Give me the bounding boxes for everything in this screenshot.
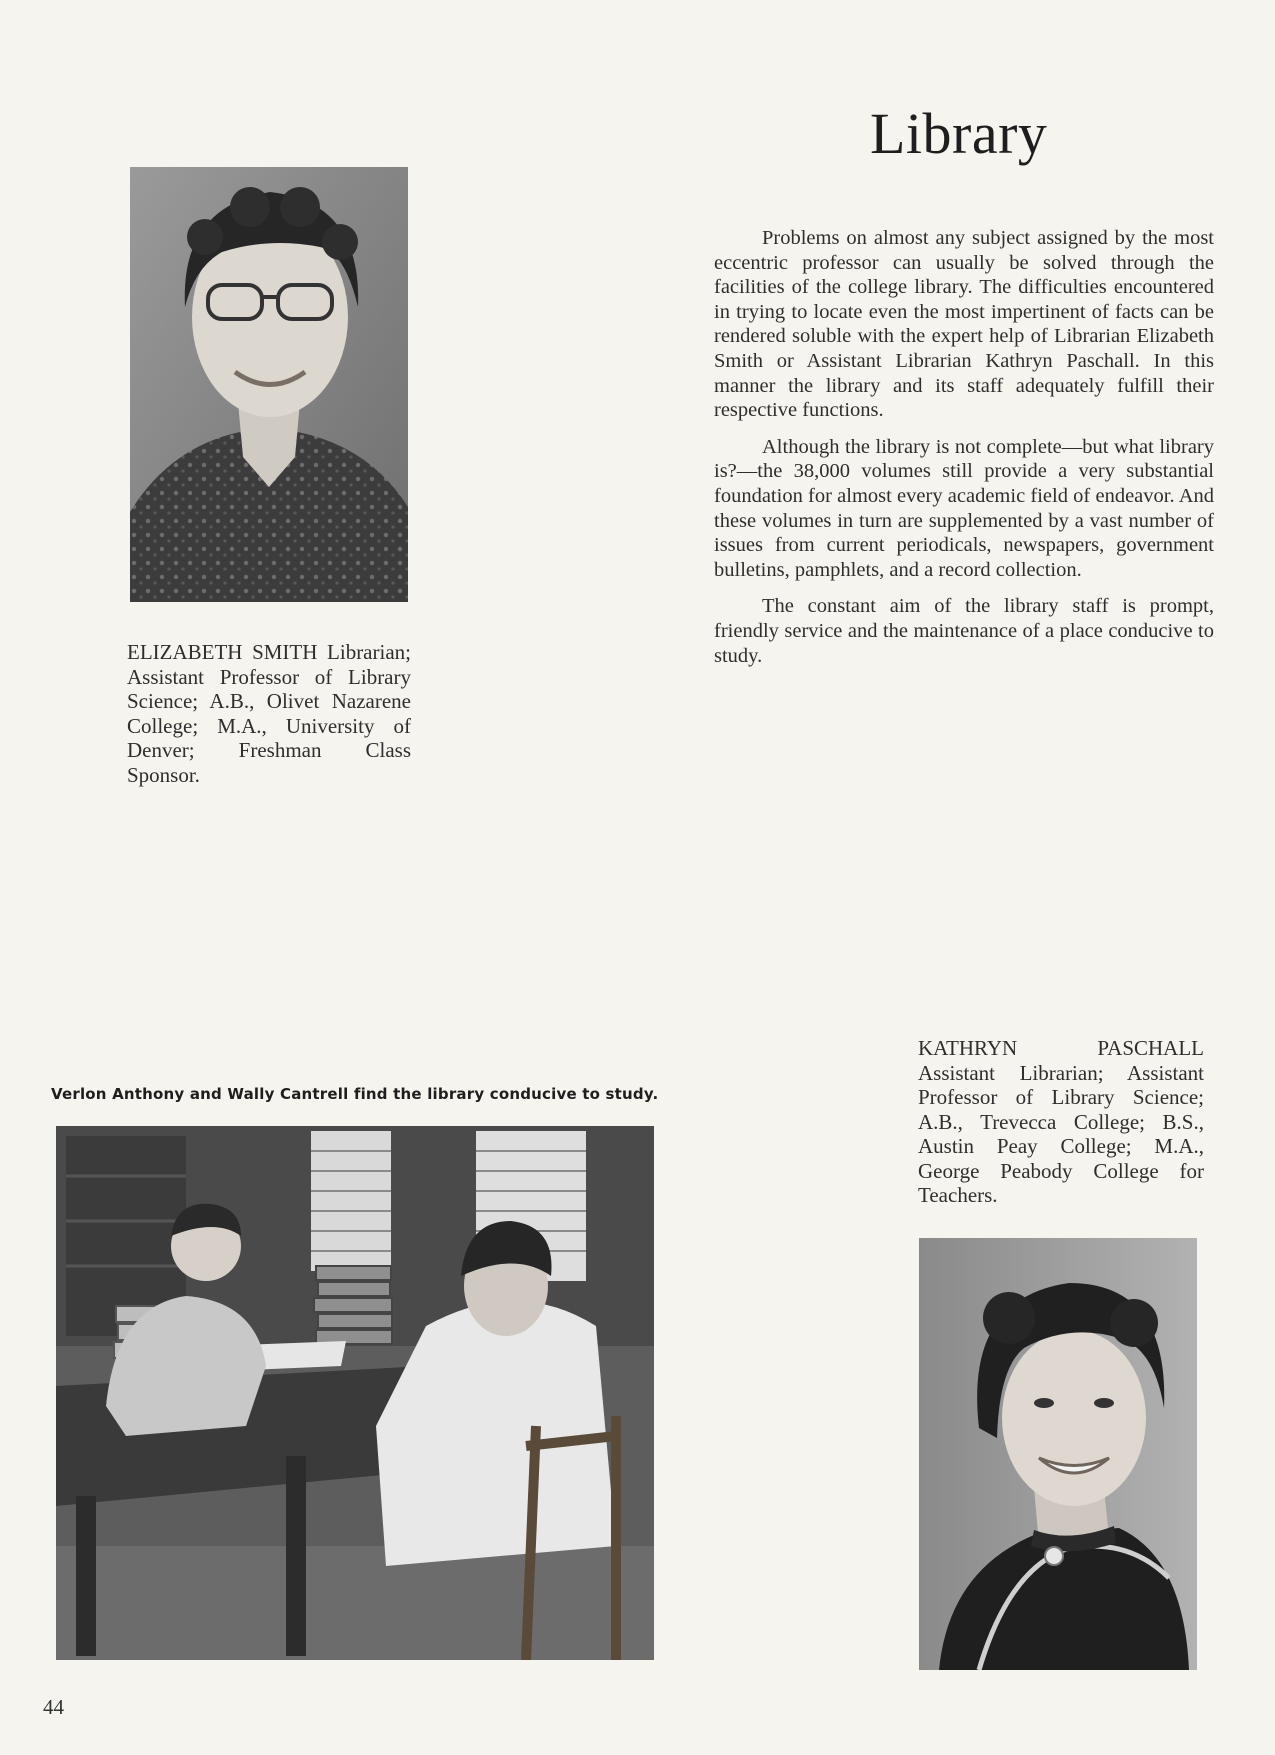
- study-photo-caption: Verlon Anthony and Wally Cantrell find the library conducive to study.: [51, 1085, 659, 1103]
- article-paragraph: Problems on almost any subject assigned by the most eccentric professor can usually be solved through the facilities of the college library. The difficulties encountered in trying to locate even the most impertinent of facts can be rendered soluble with the expert help of Librarian Elizabeth Smith or Assistant Librarian Kathryn Paschall. In this manner the library and its staff adequately fulfill their respective functions.: [714, 227, 1214, 422]
- photo-students-studying: [56, 1126, 654, 1660]
- caption-elizabeth-smith: ELIZABETH SMITH Librarian; Assistant Professor of Library Science; A.B., Olivet Nazarene College; M.A., University of Denver; Freshman Class Sponsor.: [127, 640, 411, 787]
- article-body: [714, 226, 1214, 680]
- portrait-elizabeth-smith: [130, 167, 408, 602]
- page-title: Library: [870, 101, 1048, 166]
- page-number: 44: [43, 1695, 64, 1719]
- article-paragraph: The constant aim of the library staff is prompt, friendly service and the maintenance of a place conducive to study.: [714, 595, 1214, 667]
- article-paragraph: Although the library is not complete—but what library is?—the 38,000 volumes still provide a very substantial foundation for almost every academic field of endeavor. And these volumes in turn are supplemented by a vast number of issues from current periodicals, newspapers, government bulletins, pamphlets, and a record collection.: [714, 435, 1214, 581]
- caption-kathryn-paschall: KATHRYN PASCHALL Assistant Librarian; Assistant Professor of Library Science; A.B., Trevecca College; B.S., Austin Peay College; M.A., George Peabody College for Teachers.: [918, 1036, 1204, 1207]
- portrait-kathryn-paschall: [919, 1238, 1197, 1670]
